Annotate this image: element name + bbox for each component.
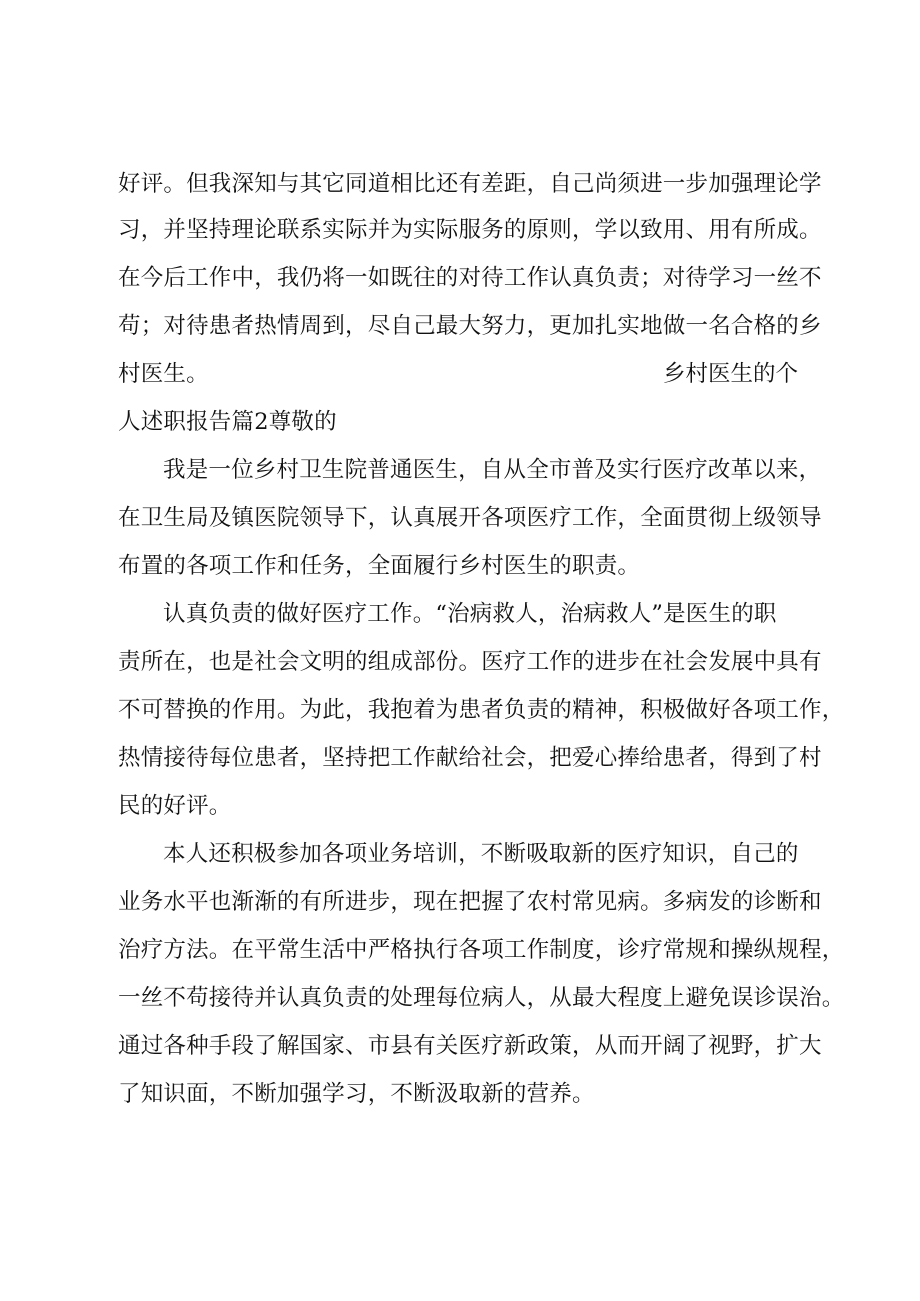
text-line: 业务水平也渐渐的有所进步，现在把握了农村常见病。多病发的诊断和 <box>118 889 822 915</box>
text-line: 好评。但我深知与其它同道相比还有差距，自己尚须进一步加强理论学 <box>118 171 822 197</box>
section-heading: 人述职报告篇2尊敬的 <box>118 409 337 435</box>
paragraph-first-line: 本人还积极参加各项业务培训，不断吸取新的医疗知识，自己的 <box>163 841 799 867</box>
text-line: 村医生。 <box>118 361 209 387</box>
text-line: 苟；对待患者热情周到，尽自己最大努力，更加扎实地做一名合格的乡 <box>118 313 822 339</box>
text-line: 习，并坚持理论联系实际并为实际服务的原则，学以致用、用有所成。 <box>118 217 822 243</box>
section-heading-fragment: 乡村医生的个 <box>663 361 799 387</box>
text-line: 在卫生局及镇医院领导下，认真展开各项医疗工作，全面贯彻上级领导 <box>118 505 822 531</box>
text-line: 治疗方法。在平常生活中严格执行各项工作制度，诊疗常规和操纵规程， <box>118 937 845 963</box>
paragraph-first-line: 我是一位乡村卫生院普通医生，自从全市普及实行医疗改革以来， <box>163 457 822 483</box>
text-line: 了知识面，不断加强学习，不断汲取新的营养。 <box>118 1081 595 1107</box>
text-line: 民的好评。 <box>118 793 232 819</box>
text-line: 通过各种手段了解国家、市县有关医疗新政策，从而开阔了视野，扩大 <box>118 1033 822 1059</box>
paragraph-first-line: 认真负责的做好医疗工作。“治病救人，治病救人”是医生的职 <box>163 601 777 627</box>
text-line: 热情接待每位患者，坚持把工作献给社会，把爱心捧给患者，得到了村 <box>118 745 822 771</box>
text-line: 责所在，也是社会文明的组成部份。医疗工作的进步在社会发展中具有 <box>118 649 822 675</box>
text-line: 一丝不苟接待并认真负责的处理每位病人，从最大程度上避免误诊误治。 <box>118 985 845 1011</box>
text-line: 在今后工作中，我仍将一如既往的对待工作认真负责；对待学习一丝不 <box>118 265 822 291</box>
text-line: 布置的各项工作和任务，全面履行乡村医生的职责。 <box>118 553 641 579</box>
text-line: 不可替换的作用。为此，我抱着为患者负责的精神，积极做好各项工作， <box>118 697 845 723</box>
